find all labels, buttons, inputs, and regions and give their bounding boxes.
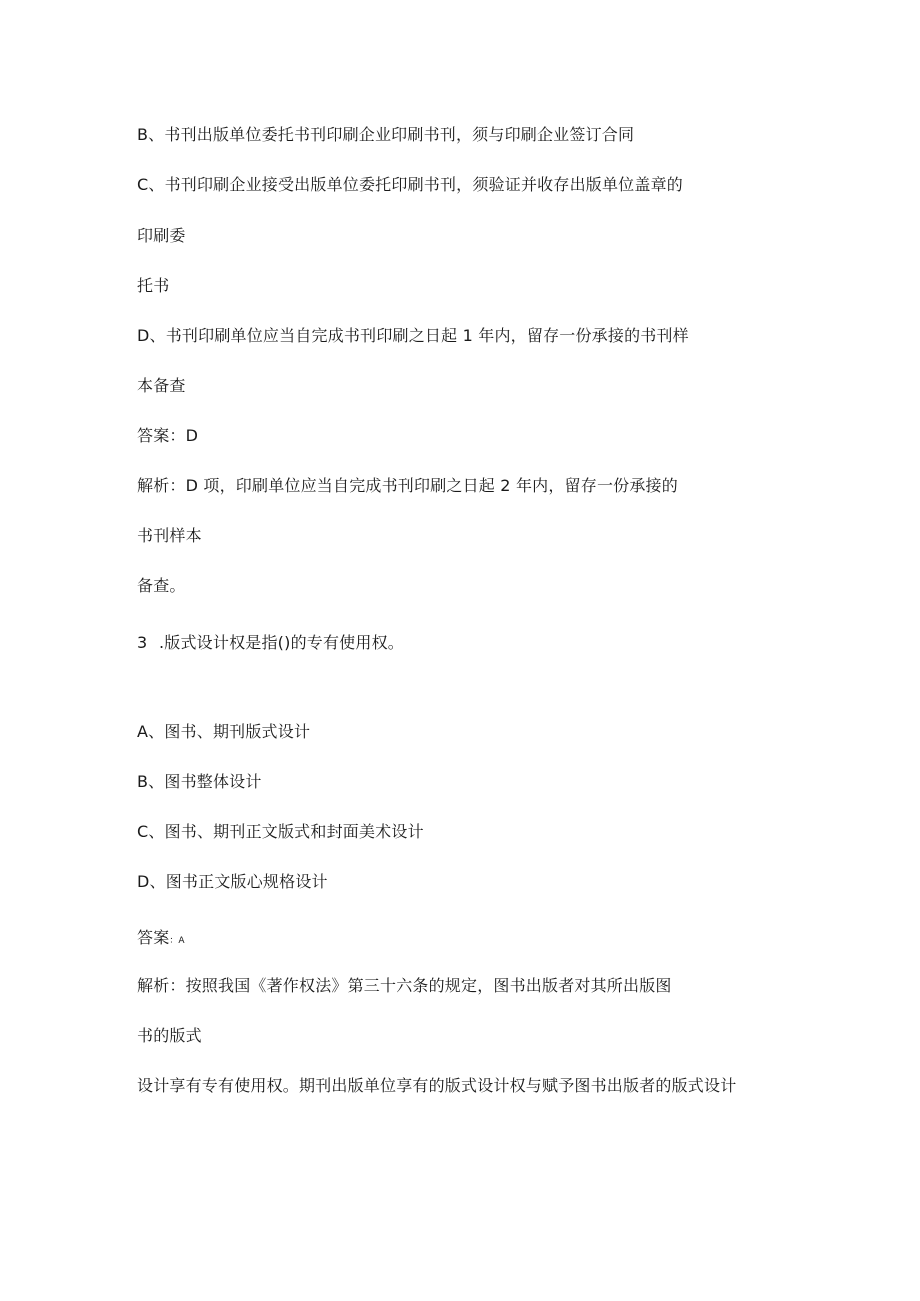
- q3-analysis-line1: 解析：按照我国《著作权法》第三十六条的规定，图书出版者对其所出版图: [137, 976, 672, 995]
- q3-number: 3: [137, 633, 148, 652]
- q3-answer-label: 答案: [137, 928, 170, 947]
- q3-analysis-line2: 书的版式: [137, 1026, 202, 1045]
- q3-option-c: C、图书、期刊正文版式和封面美术设计: [137, 822, 424, 841]
- q3-stem: .版式设计权是指()的专有使用权。: [159, 633, 404, 652]
- q3-answer: [137, 928, 185, 951]
- q3-stem-line: [137, 633, 404, 653]
- q2-option-c-line3: 托书: [137, 276, 170, 295]
- q3-option-d: D、图书正文版心规格设计: [137, 872, 328, 891]
- q2-option-b: B、书刊出版单位委托书刊印刷企业印刷书刊，须与印刷企业签订合同: [137, 125, 635, 144]
- q2-option-d-line2: 本备查: [137, 376, 186, 395]
- q3-answer-value: ：A: [169, 936, 185, 946]
- q3-option-b: B、图书整体设计: [137, 772, 262, 791]
- q2-answer: 答案：D: [137, 426, 199, 445]
- q2-analysis-line1: 解析：D 项，印刷单位应当自完成书刊印刷之日起 2 年内，留存一份承接的: [137, 476, 678, 495]
- q3-option-a: A、图书、期刊版式设计: [137, 722, 311, 741]
- q3-analysis-line3: 设计享有专有使用权。期刊出版单位享有的版式设计权与赋予图书出版者的版式设计: [137, 1076, 737, 1095]
- q2-analysis-line2: 书刊样本: [137, 526, 202, 545]
- q2-option-c-line2: 印刷委: [137, 226, 186, 245]
- q2-analysis-line3: 备查。: [137, 576, 186, 595]
- q2-option-c-line1: C、书刊印刷企业接受出版单位委托印刷书刊，须验证并收存出版单位盖章的: [137, 175, 683, 194]
- q2-option-d-line1: D、书刊印刷单位应当自完成书刊印刷之日起 1 年内，留存一份承接的书刊样: [137, 326, 689, 345]
